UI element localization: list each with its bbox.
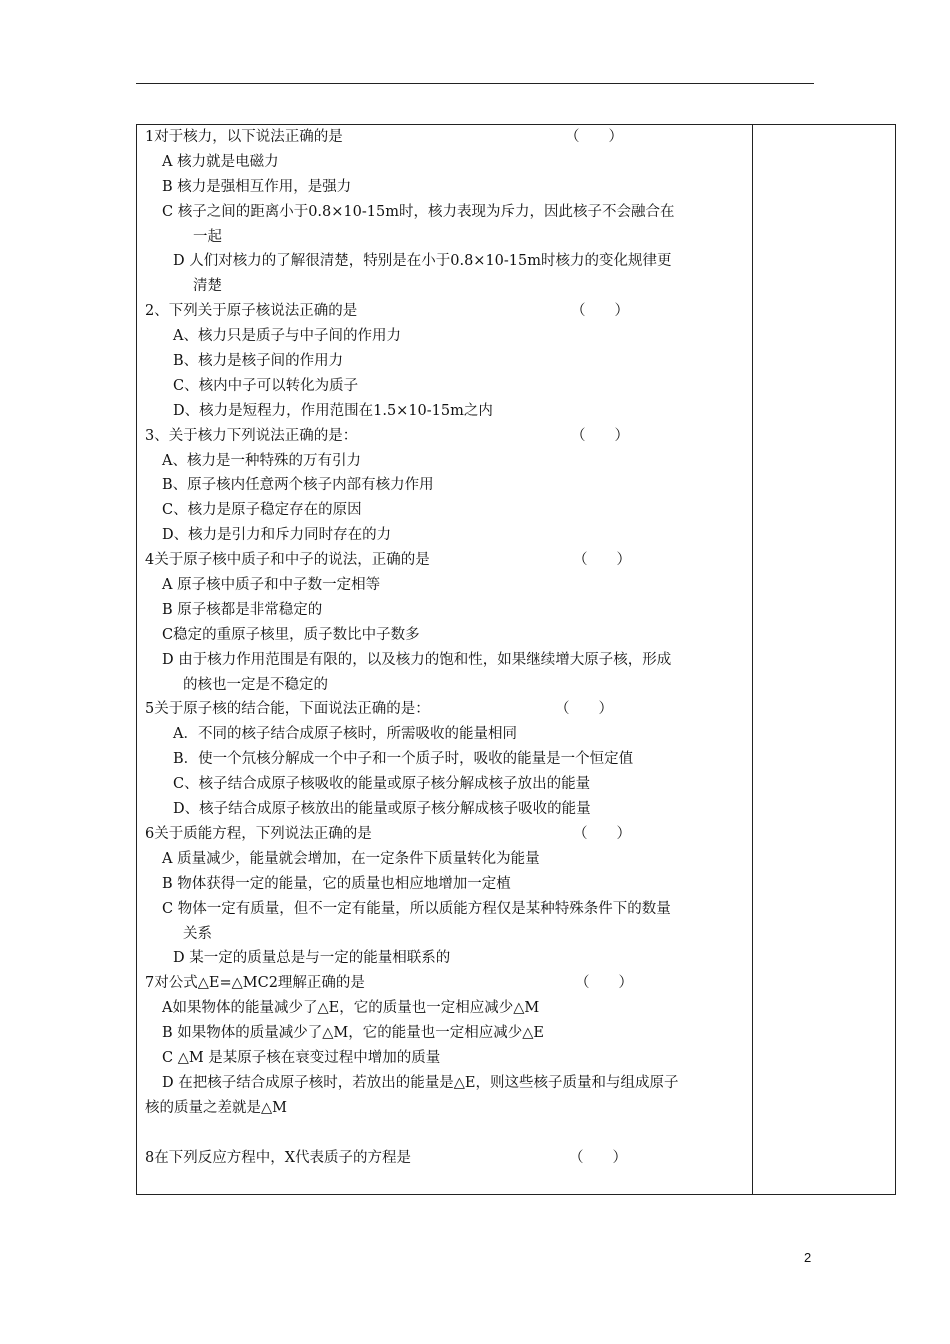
question-8-stem: [145, 1146, 745, 1171]
answer-blank: （ ）: [573, 552, 631, 569]
option-text: B、核力是核子间的作用力: [173, 353, 344, 370]
option-continuation: [145, 225, 745, 250]
question-5-stem: [145, 697, 745, 722]
option-text: 的核也一定是不稳定的: [183, 676, 328, 693]
option-line: [145, 498, 745, 523]
question-6-stem: [145, 822, 745, 847]
option-text: A、核力是一种特殊的万有引力: [162, 452, 361, 469]
question-7-stem: [145, 971, 745, 996]
option-line: [145, 648, 745, 673]
option-line: [145, 473, 745, 498]
blank-line: [145, 1121, 745, 1146]
option-text: B 物体获得一定的能量，它的质量也相应地增加一定植: [162, 875, 511, 892]
option-line: [145, 200, 745, 225]
option-line: [145, 374, 745, 399]
option-line: [145, 897, 745, 922]
option-line: [145, 797, 745, 822]
option-line: [145, 523, 745, 548]
option-text: D 某一定的质量总是与一定的能量相联系的: [173, 950, 451, 967]
option-text: C、核力是原子稳定存在的原因: [162, 502, 362, 519]
option-line: [145, 847, 745, 872]
question-text: 2、下列关于原子核说法正确的是: [145, 303, 358, 320]
answer-blank: （ ）: [573, 825, 631, 842]
answer-blank: （ ）: [569, 1149, 627, 1166]
option-line: [145, 772, 745, 797]
option-text: 清楚: [193, 278, 222, 295]
option-text: C △M 是某原子核在衰变过程中增加的质量: [162, 1049, 441, 1066]
option-text: D、核子结合成原子核放出的能量或原子核分解成核子吸收的能量: [173, 801, 591, 818]
answer-blank: （ ）: [571, 303, 629, 320]
option-text: B 原子核都是非常稳定的: [162, 601, 323, 618]
option-line: [145, 623, 745, 648]
option-continuation: [145, 673, 745, 698]
option-continuation: [145, 274, 745, 299]
question-text: 5关于原子核的结合能，下面说法正确的是：: [145, 701, 430, 718]
option-line: [145, 573, 745, 598]
option-text: A．不同的核子结合成原子核时，所需吸收的能量相同: [173, 726, 517, 743]
option-text: D、核力是短程力，作用范围在1.5×10-15m之内: [173, 402, 493, 419]
option-line: [145, 946, 745, 971]
option-text: C 核子之间的距离小于0.8×10-15m时，核力表现为斥力，因此核子不会融合在: [162, 203, 675, 220]
option-line: [145, 872, 745, 897]
header-rule: [136, 83, 814, 84]
option-line: [145, 747, 745, 772]
option-line: [145, 1021, 745, 1046]
question-2-stem: [145, 299, 745, 324]
option-continuation: [145, 1096, 745, 1121]
option-text: 核的质量之差就是△M: [145, 1099, 287, 1116]
option-text: C、核子结合成原子核吸收的能量或原子核分解成核子放出的能量: [173, 776, 591, 793]
option-line: [145, 324, 745, 349]
answer-blank: （ ）: [571, 427, 629, 444]
question-3-stem: [145, 424, 745, 449]
option-text: C 物体一定有质量，但不一定有能量，所以质能方程仅是某种特殊条件下的数量: [162, 900, 671, 917]
option-text: B．使一个氘核分解成一个中子和一个质子时，吸收的能量是一个恒定值: [173, 751, 634, 768]
option-text: C、核内中子可以转化为质子: [173, 377, 359, 394]
question-text: 8在下列反应方程中，X代表质子的方程是: [145, 1149, 412, 1166]
option-line: [145, 996, 745, 1021]
option-line: [145, 449, 745, 474]
option-text: D 人们对核力的了解很清楚，特别是在小于0.8×10-15m时核力的变化规律更: [173, 253, 672, 270]
option-line: [145, 1071, 745, 1096]
option-line: [145, 399, 745, 424]
option-line: [145, 722, 745, 747]
option-text: B 核力是强相互作用，是强力: [162, 178, 352, 195]
option-text: A如果物体的能量减少了△E，它的质量也一定相应减少△M: [162, 1000, 540, 1017]
page-number: 2: [804, 1250, 812, 1265]
option-text: A 原子核中质子和中子数一定相等: [162, 577, 381, 594]
option-text: B、原子核内任意两个核子内部有核力作用: [162, 477, 434, 494]
option-text: A 核力就是电磁力: [162, 153, 279, 170]
option-line: [145, 249, 745, 274]
option-text: 一起: [193, 228, 222, 245]
option-text: 关系: [183, 925, 212, 942]
question-text: 7对公式△E=△MC2理解正确的是: [145, 975, 365, 992]
question-1-stem: [145, 125, 745, 150]
option-line: [145, 1046, 745, 1071]
option-line: [145, 175, 745, 200]
question-text: 6关于质能方程，下列说法正确的是: [145, 825, 372, 842]
question-list: [145, 125, 745, 1170]
question-text: 4关于原子核中质子和中子的说法，正确的是: [145, 552, 430, 569]
option-line: [145, 150, 745, 175]
option-text: D 在把核子结合成原子核时，若放出的能量是△E，则这些核子质量和与组成原子: [162, 1074, 679, 1091]
option-text: B 如果物体的质量减少了△M，它的能量也一定相应减少△E: [162, 1025, 544, 1042]
table-column-divider: [752, 124, 753, 1195]
option-text: A、核力只是质子与中子间的作用力: [173, 328, 401, 345]
answer-blank: （ ）: [575, 975, 633, 992]
answer-blank: （ ）: [565, 129, 623, 145]
option-line: [145, 598, 745, 623]
option-line: [145, 349, 745, 374]
answer-blank: （ ）: [555, 701, 613, 718]
question-4-stem: [145, 548, 745, 573]
option-text: D 由于核力作用范围是有限的，以及核力的饱和性，如果继续增大原子核，形成: [162, 651, 672, 668]
option-text: C稳定的重原子核里，质子数比中子数多: [162, 626, 420, 643]
option-text: D、核力是引力和斥力同时存在的力: [162, 527, 392, 544]
option-continuation: [145, 922, 745, 947]
option-text: A 质量减少，能量就会增加，在一定条件下质量转化为能量: [162, 850, 540, 867]
question-text: 3、关于核力下列说法正确的是：: [145, 427, 358, 444]
question-text: 1对于核力，以下说法正确的是: [145, 129, 343, 145]
